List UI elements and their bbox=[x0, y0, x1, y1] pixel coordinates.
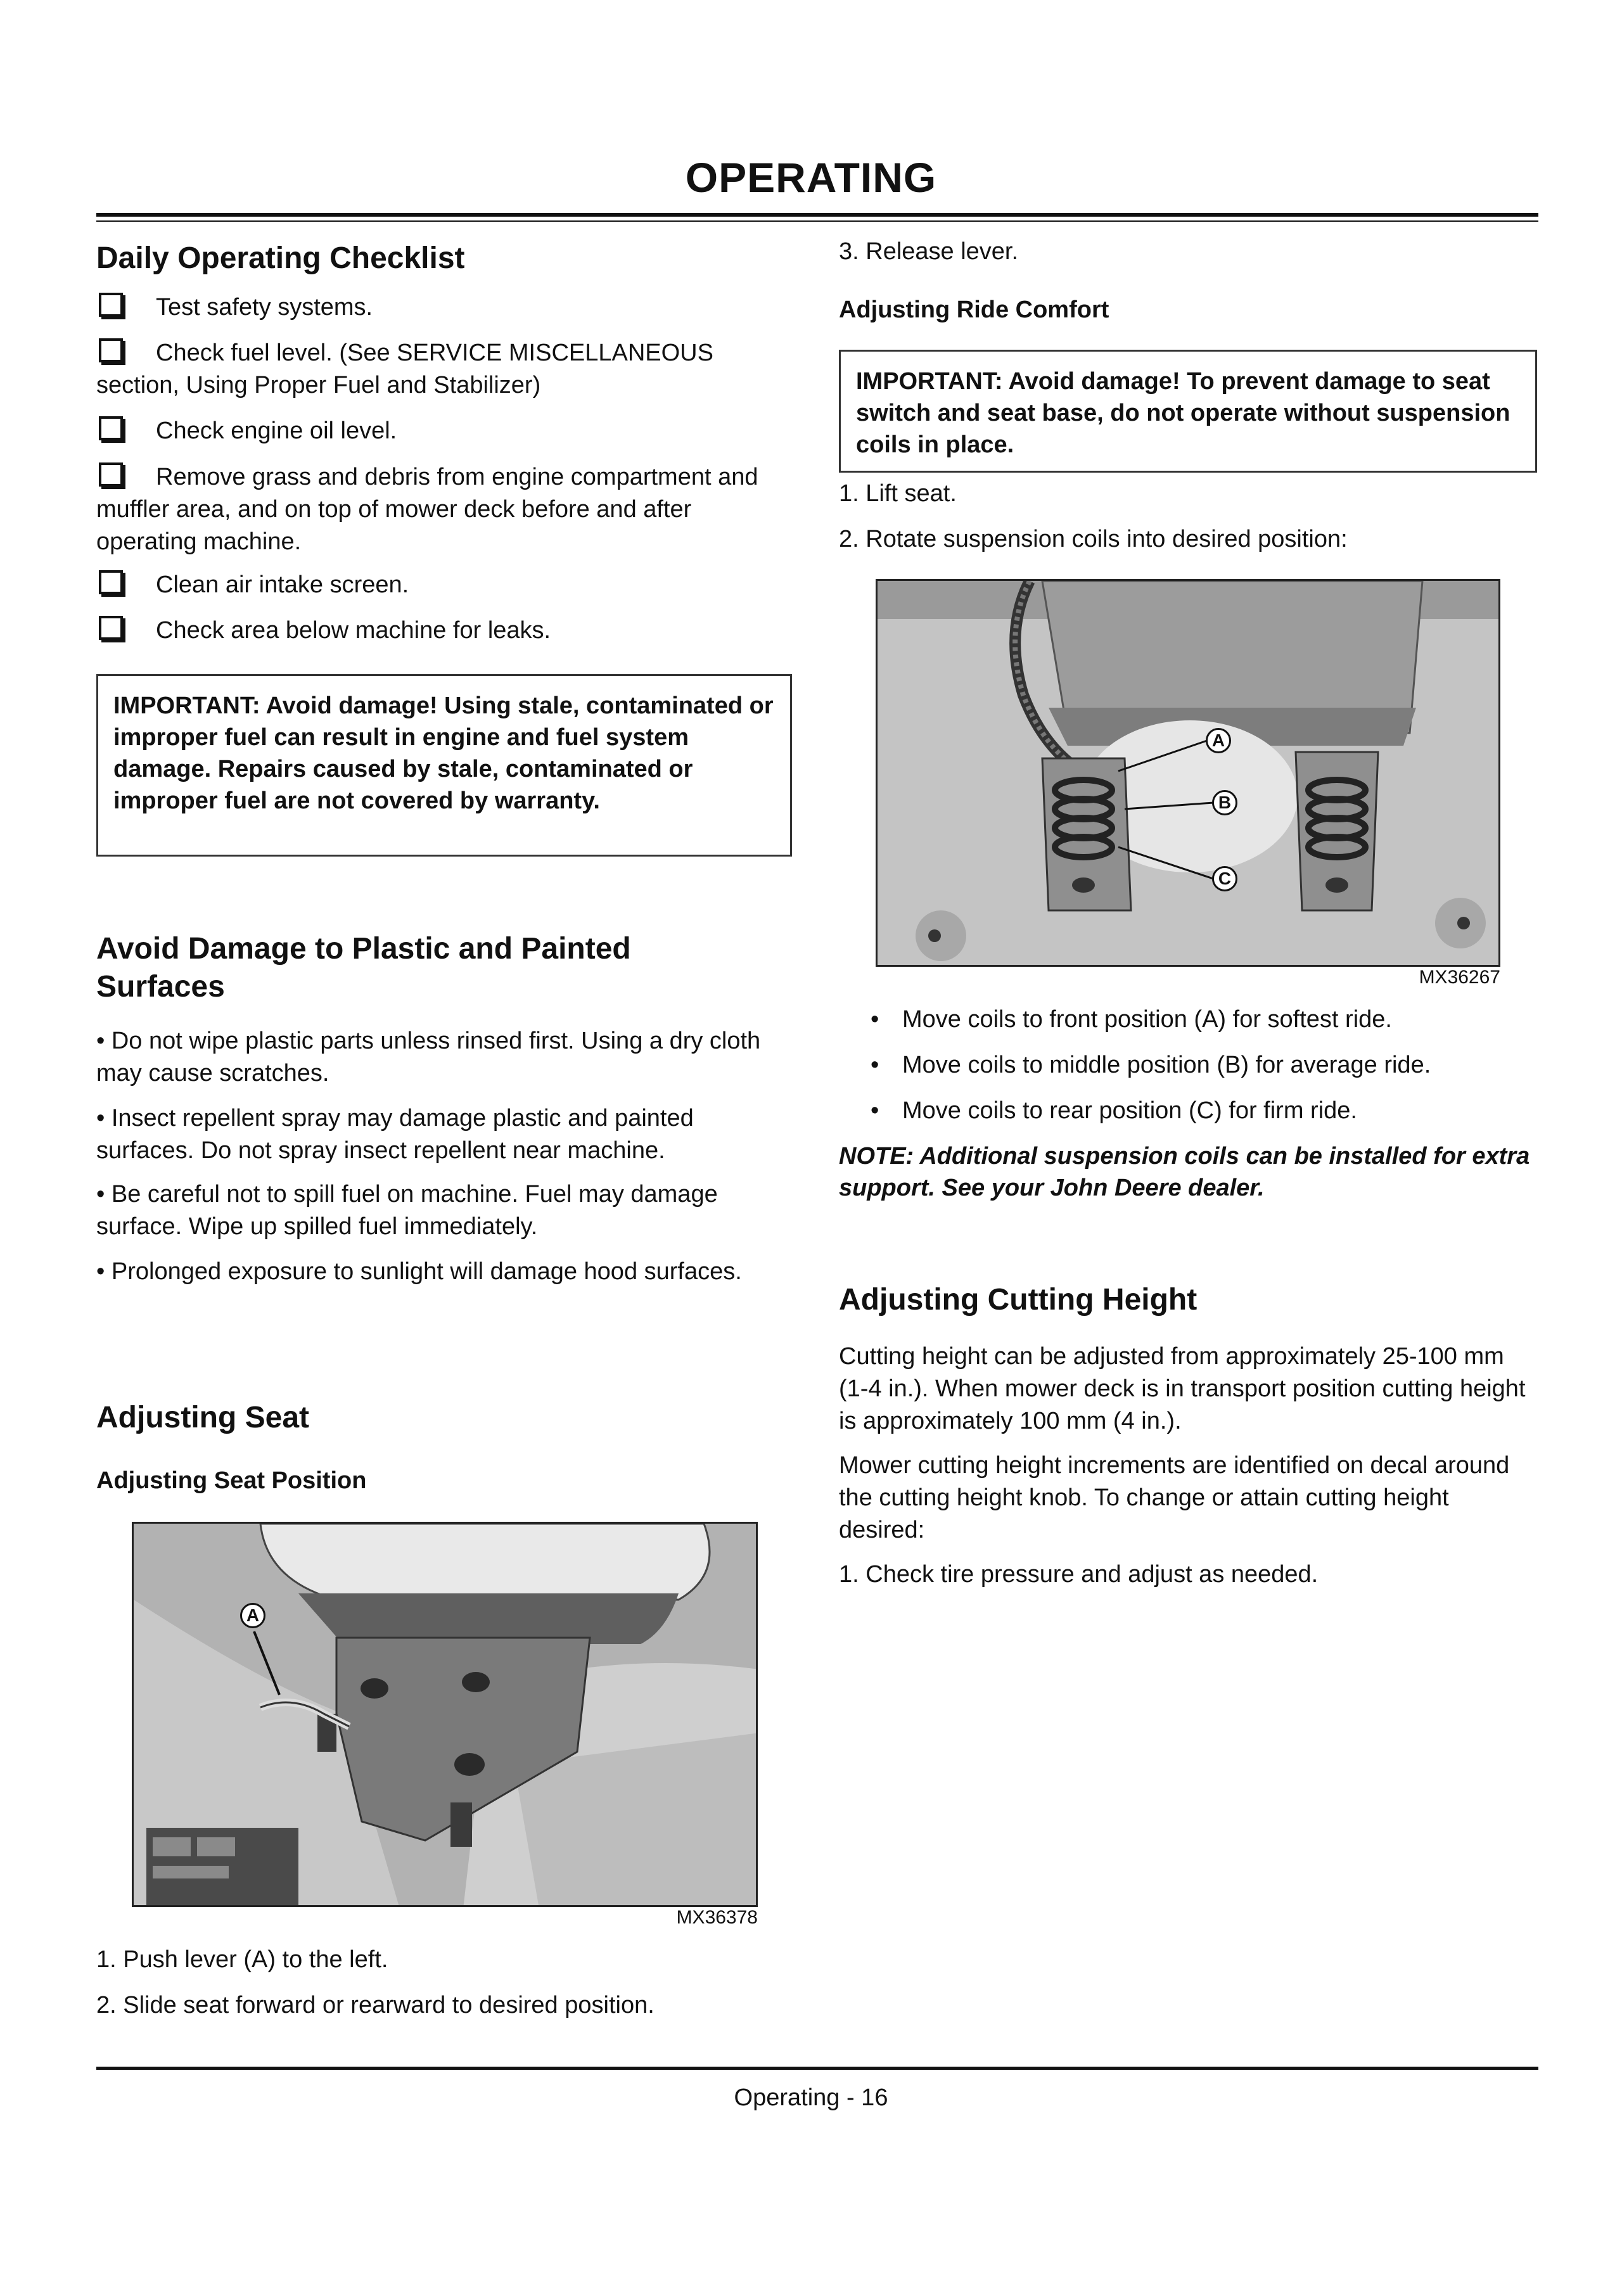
checklist-item: Clean air intake screen. bbox=[96, 569, 793, 601]
coil-bullet: • Move coils to front position (A) for softest ride. bbox=[871, 1006, 1392, 1033]
seat-position-figure bbox=[132, 1522, 758, 1907]
checkbox-icon bbox=[99, 462, 123, 487]
avoid-damage-bullet: • Prolonged exposure to sunlight will damage hood surfaces. bbox=[96, 1258, 742, 1285]
cutting-height-heading: Adjusting Cutting Height bbox=[839, 1283, 1197, 1317]
footer-rule bbox=[96, 2067, 1538, 2070]
avoid-damage-bullet: • Do not wipe plastic parts unless rinsed first. Using a dry cloth may cause scratches. bbox=[96, 1028, 761, 1087]
callout-a: A bbox=[240, 1603, 265, 1628]
seat-position-subheading: Adjusting Seat Position bbox=[96, 1467, 367, 1494]
callout-a: A bbox=[1206, 728, 1231, 753]
cutting-height-paragraph: Cutting height can be adjusted from approximately 25-100 mm (1-4 in.). When mower deck is in transport position cutting height is approximately 100 mm (4 in.). bbox=[839, 1343, 1526, 1434]
cutting-height-step: 1. Check tire pressure and adjust as needed. bbox=[839, 1561, 1319, 1588]
callout-b: B bbox=[1212, 790, 1237, 815]
important-seat-switch-notice: IMPORTANT: Avoid damage! To prevent damage to seat switch and seat base, do not operate without suspension coils in place. bbox=[839, 350, 1537, 473]
daily-checklist-heading: Daily Operating Checklist bbox=[96, 241, 465, 275]
important-fuel-notice: IMPORTANT: Avoid damage! Using stale, contaminated or improper fuel can result in engine and fuel system damage. Repairs caused by stale, contaminated or improper fuel are not covered by warranty. bbox=[96, 674, 792, 857]
avoid-damage-bullet: • Be careful not to spill fuel on machine. Fuel may damage surface. Wipe up spilled fuel immediately. bbox=[96, 1181, 718, 1240]
coil-bullet: • Move coils to middle position (B) for average ride. bbox=[871, 1052, 1431, 1078]
release-lever-step: 3. Release lever. bbox=[839, 238, 1019, 265]
page-title: OPERATING bbox=[685, 154, 937, 201]
avoid-damage-heading: Avoid Damage to Plastic and Painted Surfaces bbox=[96, 932, 631, 1004]
ride-step: 1. Lift seat. bbox=[839, 480, 957, 507]
checkbox-icon bbox=[99, 570, 123, 594]
seat-photo bbox=[134, 1524, 758, 1907]
figure-id: MX36267 bbox=[1419, 967, 1500, 988]
checkbox-icon bbox=[99, 616, 123, 640]
checkbox-icon bbox=[99, 416, 123, 440]
adjusting-seat-heading: Adjusting Seat bbox=[96, 1401, 310, 1434]
seat-step: 1. Push lever (A) to the left. bbox=[96, 1946, 388, 1973]
checklist-item: Test safety systems. bbox=[96, 291, 793, 324]
callout-c: C bbox=[1212, 866, 1237, 891]
page-number: Operating - 16 bbox=[734, 2084, 888, 2111]
checkbox-icon bbox=[99, 338, 123, 362]
cutting-height-paragraph: Mower cutting height increments are identified on decal around the cutting height knob. To change or attain cutting height desired: bbox=[839, 1452, 1510, 1543]
suspension-coils-figure bbox=[876, 579, 1500, 967]
checklist-item: Check area below machine for leaks. bbox=[96, 615, 793, 647]
checklist-item: Check engine oil level. bbox=[96, 415, 793, 447]
checklist-item: Remove grass and debris from engine compartment and muffler area, and on top of mower deck before and after operating machine. bbox=[96, 464, 758, 555]
checkbox-icon bbox=[99, 293, 123, 317]
ride-comfort-subheading: Adjusting Ride Comfort bbox=[839, 297, 1109, 323]
seat-step: 2. Slide seat forward or rearward to desired position. bbox=[96, 1992, 655, 2019]
checklist-item: Check fuel level. (See SERVICE MISCELLANEOUS section, Using Proper Fuel and Stabilizer) bbox=[96, 340, 713, 399]
avoid-damage-bullet: • Insect repellent spray may damage plastic and painted surfaces. Do not spray insect repellent near machine. bbox=[96, 1105, 694, 1164]
coil-bullet: • Move coils to rear position (C) for firm ride. bbox=[871, 1097, 1357, 1124]
suspension-note: NOTE: Additional suspension coils can be installed for extra support. See your John Deere dealer. bbox=[839, 1143, 1530, 1201]
header-rule bbox=[96, 213, 1538, 217]
figure-id: MX36378 bbox=[676, 1907, 758, 1928]
suspension-photo bbox=[878, 581, 1500, 967]
ride-step: 2. Rotate suspension coils into desired position: bbox=[839, 526, 1348, 552]
header-rule-thin bbox=[96, 220, 1538, 222]
